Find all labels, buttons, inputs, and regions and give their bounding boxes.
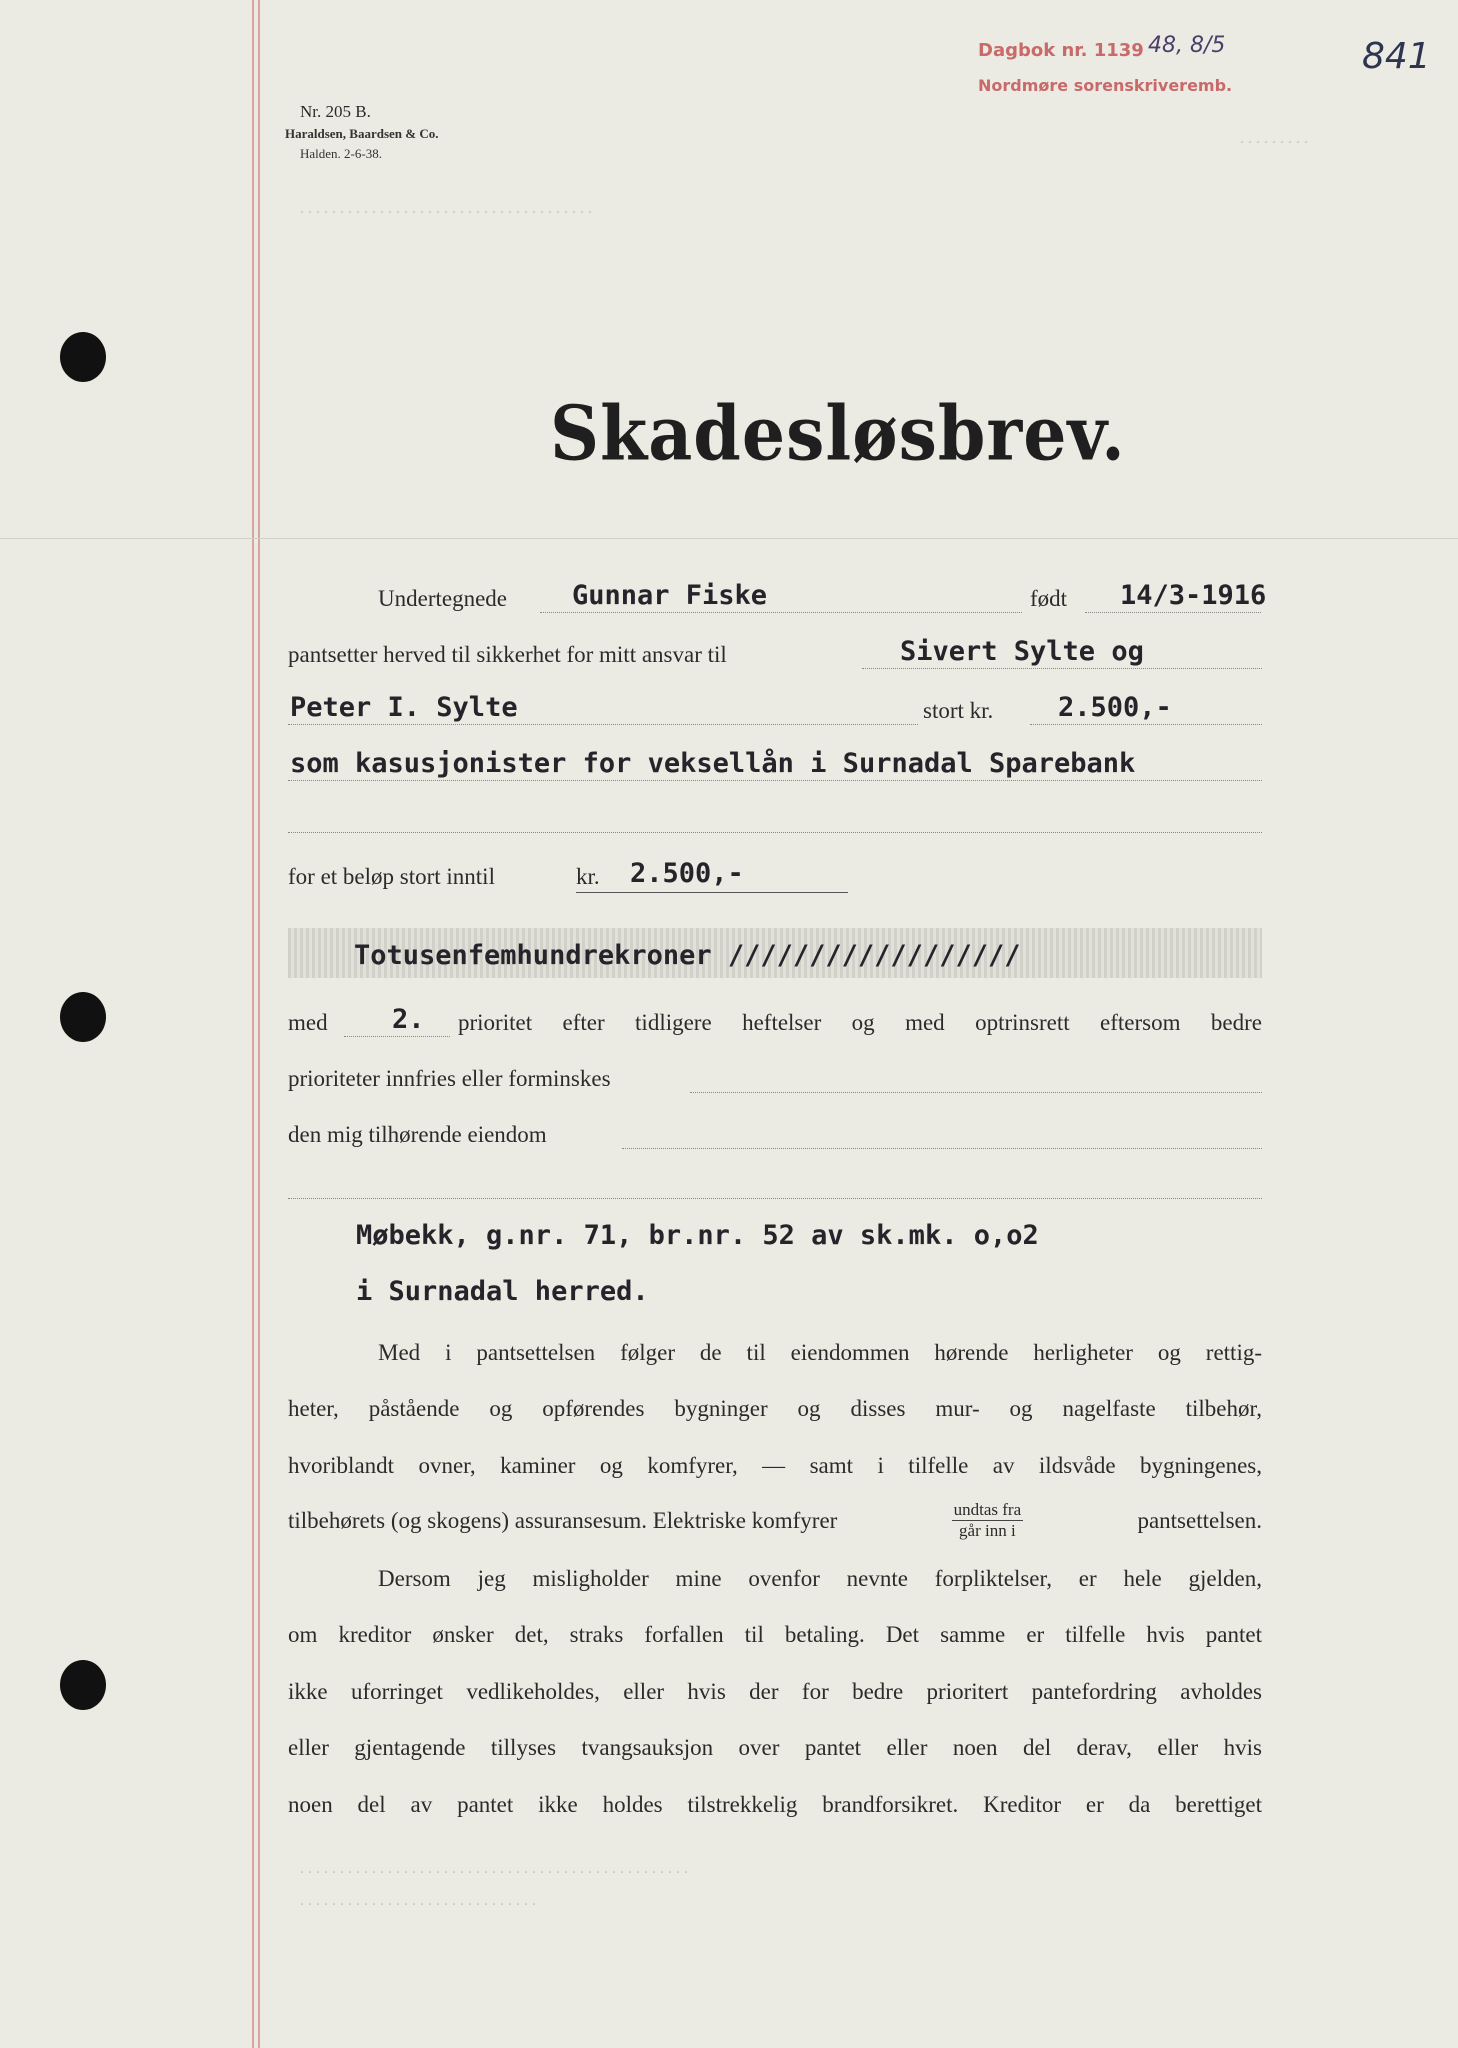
body-line: noen del av pantet ikke holdes tilstrekkelig brandforsikret. Kreditor er da berettiget xyxy=(288,1792,1262,1817)
bleed-through-text: . . . . . . . . . . . . . . . . . . . . . . . . . . . . . . . . . . . . . . . . . . . . . . . . . xyxy=(300,1860,688,1877)
amount-line-1 xyxy=(1030,724,1262,725)
body-line: om kreditor ønsker det, straks forfallen til betaling. Det samme er tilfelle hvis pantet xyxy=(288,1622,1262,1647)
stort-kr-label: stort kr. xyxy=(923,698,994,723)
body-line: heter, påstående og opførendes bygninger og disses mur- og nagelfaste tilbehør, xyxy=(288,1396,1262,1421)
creditor-name-2: Peter I. Sylte xyxy=(290,692,518,723)
creditor-name-1: Sivert Sylte og xyxy=(900,636,1144,667)
amount-2: 2.500,- xyxy=(630,858,744,889)
birth-line xyxy=(1085,612,1261,613)
property-municipality: i Surnadal herred. xyxy=(356,1276,649,1307)
body-line: hvoriblandt ovner, kaminer og komfyrer, — samt i tilfelle av ildsvåde bygningenes, xyxy=(288,1453,1262,1478)
body-text: tilbehørets (og skogens) assuransesum. Elektriske komfyrer xyxy=(288,1507,838,1533)
punch-hole xyxy=(60,992,106,1042)
undertegnede-label: Undertegnede xyxy=(378,586,507,611)
med-label: med xyxy=(288,1010,328,1035)
pantsetter-label: pantsetter herved til sikkerhet for mitt ansvar til xyxy=(288,642,727,667)
eiendom-line xyxy=(622,1148,1262,1149)
blank-line xyxy=(288,832,1262,833)
amount-in-words: Totusenfemhundrekroner ////////////////// xyxy=(354,940,1021,971)
priority-number: 2. xyxy=(392,1004,425,1035)
prioritet-line xyxy=(690,1092,1262,1093)
stamp-diary-number: Dagbok nr. 1139 xyxy=(978,40,1144,61)
prioritet-text: prioritet efter tidligere heftelser og med optrinsrett eftersom bedre xyxy=(458,1010,1262,1035)
body-line: Dersom jeg misligholder mine ovenfor nevnte forpliktelser, er hele gjelden, xyxy=(378,1566,1262,1591)
page-number: 841 xyxy=(1362,36,1431,77)
form-number: Nr. 205 B. xyxy=(300,102,371,121)
bleed-through-text: . . . . . . . . . xyxy=(1240,130,1308,147)
creditor-line-2 xyxy=(288,724,918,725)
purpose-line xyxy=(288,780,1262,781)
signer-name: Gunnar Fiske xyxy=(572,580,768,611)
amount-1: 2.500,- xyxy=(1058,692,1172,723)
fodt-label: født xyxy=(1030,586,1068,611)
fraction-option xyxy=(952,1500,1024,1541)
fold-line xyxy=(0,538,1458,539)
body-line: ikke uforringet vedlikeholdes, eller hvis der for bedre prioritert pantefordring avholdes xyxy=(288,1679,1262,1704)
creditor-line-1 xyxy=(862,668,1262,669)
bleed-through-text: . . . . . . . . . . . . . . . . . . . . . . . . . . . . . . xyxy=(300,1892,536,1909)
kr-label: kr. xyxy=(576,864,600,889)
margin-rule-right xyxy=(258,0,260,2048)
birth-date: 14/3-1916 xyxy=(1120,580,1267,611)
eiendom-label: den mig tilhørende eiendom xyxy=(288,1122,547,1147)
document-title: Skadesløsbrev. xyxy=(550,390,1126,478)
form-publisher: Haraldsen, Baardsen & Co. xyxy=(285,126,439,141)
body-line: Med i pantsettelsen følger de til eiendommen hørende herligheter og rettig- xyxy=(378,1340,1262,1365)
punch-hole xyxy=(60,332,106,382)
margin-rule-left xyxy=(252,0,254,2048)
amount-line-2 xyxy=(576,892,848,893)
fraction-top: undtas fra xyxy=(953,1500,1022,1519)
prioritet-text-line2: prioriteter innfries eller forminskes xyxy=(288,1066,611,1091)
loan-purpose: som kasusjonister for veksellån i Surnadal Sparebank xyxy=(290,748,1136,779)
belop-label: for et beløp stort inntil xyxy=(288,864,495,889)
priority-line xyxy=(344,1036,450,1037)
property-description: Møbekk, g.nr. 71, br.nr. 52 av sk.mk. o,o2 xyxy=(356,1220,1039,1251)
name-line xyxy=(540,612,1022,613)
body-line-fraction xyxy=(288,1500,1262,1541)
body-line: eller gjentagende tillyses tvangsauksjon over pantet eller noen del derav, eller hvis xyxy=(288,1735,1262,1760)
form-print-date: Halden. 2-6-38. xyxy=(300,146,382,161)
stamp-office: Nordmøre sorenskriveremb. xyxy=(978,76,1233,95)
punch-hole xyxy=(60,1660,106,1710)
fraction-bottom: går inn i xyxy=(959,1521,1016,1540)
stamp-handwritten-date: 48, 8/5 xyxy=(1148,33,1226,58)
bleed-through-text: . . . . . . . . . . . . . . . . . . . . . . . . . . . . . . . . . . . . . xyxy=(300,200,592,217)
body-text: pantsettelsen. xyxy=(1137,1507,1262,1533)
blank-line xyxy=(288,1198,1262,1199)
